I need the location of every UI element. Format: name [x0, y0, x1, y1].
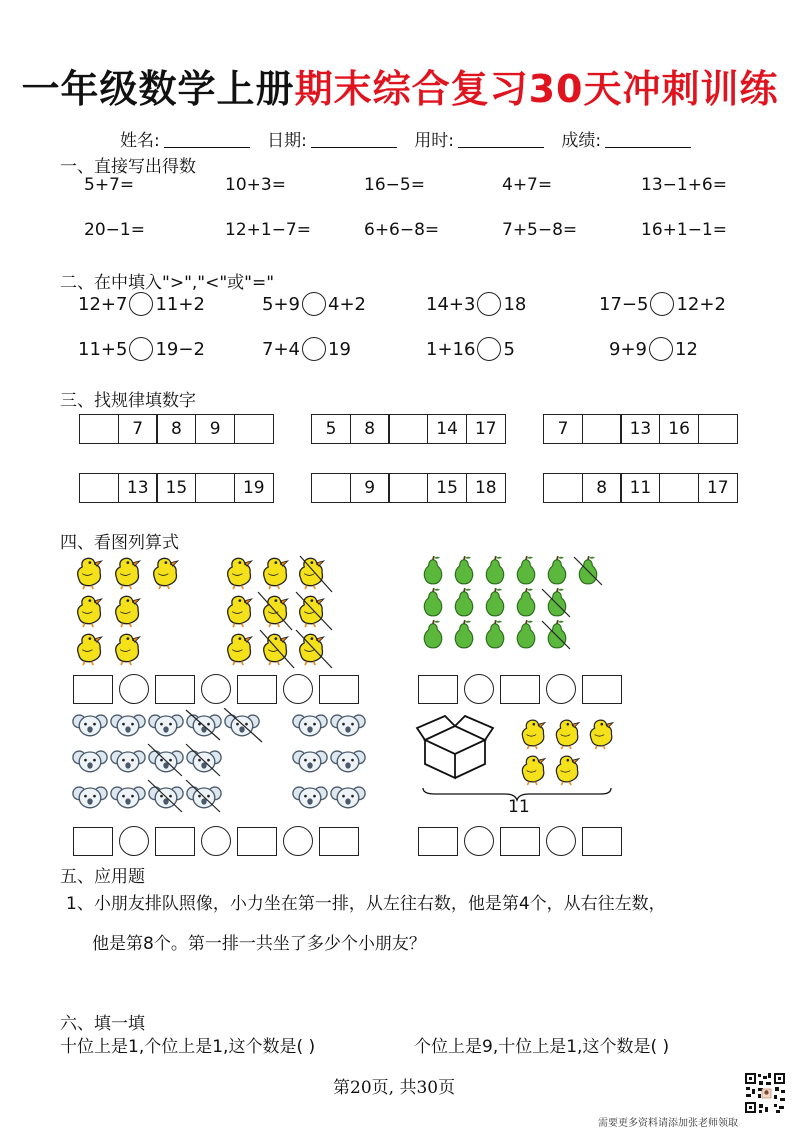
koala-icon	[111, 787, 145, 808]
pear-icon	[424, 556, 442, 584]
section5-heading: 五、应用题	[60, 867, 145, 887]
compare-item	[599, 292, 726, 316]
sequence-boxes	[79, 414, 274, 444]
answer-box[interactable]	[418, 827, 458, 856]
equation: 16+1−1=	[641, 220, 727, 240]
seq-cell[interactable]	[234, 414, 274, 444]
equation: 10+3=	[225, 175, 286, 195]
seq-cell[interactable]: 8	[156, 414, 196, 444]
pear-icon	[424, 588, 442, 616]
seq-cell[interactable]	[388, 414, 428, 444]
operator-circle[interactable]	[464, 826, 494, 856]
chick-icon	[116, 558, 140, 589]
pear-icon	[517, 556, 535, 584]
chick-icon	[264, 558, 288, 589]
section4-heading: 四、看图列算式	[60, 533, 179, 553]
koala-icon	[293, 787, 327, 808]
chick-icon	[228, 596, 252, 627]
compare-left: 12+7	[78, 293, 128, 315]
qr-caption: 需要更多资料请添加张老师领取	[598, 1118, 738, 1129]
compare-right: 19	[328, 338, 351, 360]
name-blank[interactable]	[164, 133, 250, 148]
operator-circle[interactable]	[546, 674, 576, 704]
compare-right: 5	[503, 338, 515, 360]
answer-box[interactable]	[319, 675, 359, 704]
page-number: 第20页, 共30页	[333, 1078, 456, 1098]
pear-icon	[424, 620, 442, 648]
seq-cell[interactable]: 13	[620, 414, 660, 444]
equation: 6+6−8=	[364, 220, 440, 240]
seq-cell[interactable]	[195, 473, 235, 503]
fill-question-2: 个位上是9,十位上是1,这个数是( )	[414, 1037, 670, 1057]
equation: 20−1=	[84, 220, 145, 240]
seq-cell[interactable]: 15	[156, 473, 196, 503]
compare-right: 12	[675, 338, 698, 360]
compare-right: 19−2	[155, 338, 205, 360]
chick-icon	[228, 634, 252, 665]
chick-icon	[154, 558, 178, 589]
equation: 13−1+6=	[641, 175, 727, 195]
operator-circle[interactable]	[283, 674, 313, 704]
pear-icon	[548, 620, 566, 648]
compare-right: 4+2	[328, 293, 366, 315]
date-label: 日期:	[267, 131, 307, 151]
compare-right: 11+2	[155, 293, 205, 315]
chick-icon	[556, 720, 579, 749]
koala-icon	[149, 715, 183, 736]
seq-cell[interactable]: 7	[118, 414, 158, 444]
compare-left: 14+3	[426, 293, 476, 315]
seq-cell[interactable]: 16	[659, 414, 699, 444]
pear-icon	[486, 588, 504, 616]
answer-box[interactable]	[418, 675, 458, 704]
equation: 7+5−8=	[502, 220, 578, 240]
answer-row	[418, 826, 622, 856]
compare-left: 17−5	[599, 293, 649, 315]
pears-picture	[418, 555, 608, 650]
chick-icon	[590, 720, 613, 749]
seq-cell[interactable]: 9	[195, 414, 235, 444]
title-black-part: 一年级数学上册	[21, 67, 295, 111]
seq-cell[interactable]	[388, 473, 428, 503]
sequence-boxes	[311, 473, 506, 503]
compare-item	[262, 337, 351, 361]
seq-cell[interactable]	[79, 414, 119, 444]
chick-icon	[300, 558, 324, 589]
compare-left: 9+9	[609, 338, 647, 360]
page-title	[0, 58, 800, 113]
seq-cell[interactable]: 8	[350, 414, 390, 444]
equation: 16−5=	[364, 175, 425, 195]
seq-cell[interactable]: 8	[582, 473, 622, 503]
sequence-boxes	[311, 414, 506, 444]
answer-box[interactable]	[582, 675, 622, 704]
seq-cell[interactable]: 5	[311, 414, 351, 444]
chick-icon	[300, 596, 324, 627]
compare-left: 1+16	[426, 338, 476, 360]
pear-icon	[517, 588, 535, 616]
pear-icon	[548, 588, 566, 616]
compare-right: 12+2	[676, 293, 726, 315]
compare-circle[interactable]	[649, 337, 673, 361]
pear-icon	[579, 556, 597, 584]
chick-icon	[116, 634, 140, 665]
koala-icon	[111, 715, 145, 736]
chick-icon	[556, 756, 579, 785]
time-blank[interactable]	[458, 133, 544, 148]
pear-icon	[517, 620, 535, 648]
compare-item	[426, 292, 526, 316]
seq-cell[interactable]: 7	[543, 414, 583, 444]
sequence-boxes	[543, 473, 738, 503]
box-icon	[417, 716, 493, 778]
operator-circle[interactable]	[119, 826, 149, 856]
pear-icon	[548, 556, 566, 584]
seq-cell[interactable]	[79, 473, 119, 503]
compare-item	[78, 292, 205, 316]
compare-circle[interactable]	[650, 292, 674, 316]
compare-circle[interactable]	[477, 337, 501, 361]
seq-cell[interactable]: 19	[234, 473, 274, 503]
name-label: 姓名:	[120, 131, 160, 151]
answer-row	[73, 674, 359, 704]
koala-icon	[293, 715, 327, 736]
section3-heading: 三、找规律填数字	[60, 391, 196, 411]
koala-icon	[73, 787, 107, 808]
seq-cell[interactable]: 15	[427, 473, 467, 503]
seq-cell[interactable]: 18	[466, 473, 506, 503]
time-label: 用时:	[414, 131, 455, 151]
answer-box[interactable]	[500, 827, 540, 856]
operator-circle[interactable]	[283, 826, 313, 856]
koala-icon	[73, 751, 107, 772]
seq-cell[interactable]	[659, 473, 699, 503]
word-problem-line2: 他是第8个。第一排一共坐了多少个小朋友？	[92, 934, 426, 954]
chick-icon	[228, 558, 252, 589]
operator-circle[interactable]	[201, 826, 231, 856]
pear-icon	[455, 556, 473, 584]
pear-icon	[455, 588, 473, 616]
compare-circle[interactable]	[477, 292, 501, 316]
pear-icon	[486, 620, 504, 648]
compare-item	[426, 337, 515, 361]
section1-heading: 一、直接写出得数	[60, 157, 196, 177]
seq-cell[interactable]	[582, 414, 622, 444]
seq-cell[interactable]: 13	[118, 473, 158, 503]
koala-icon	[293, 751, 327, 772]
koalas-picture	[70, 708, 370, 818]
equation: 12+1−7=	[225, 220, 311, 240]
seq-cell[interactable]	[543, 473, 583, 503]
compare-item	[609, 337, 698, 361]
chick-icon	[116, 596, 140, 627]
compare-left: 7+4	[262, 338, 300, 360]
answer-box[interactable]	[319, 827, 359, 856]
compare-circle[interactable]	[302, 292, 326, 316]
student-info-line	[120, 126, 703, 151]
compare-right: 18	[503, 293, 527, 315]
answer-row	[418, 674, 622, 704]
chick-group-left	[78, 558, 178, 665]
koala-icon	[331, 715, 365, 736]
answer-box[interactable]	[237, 827, 277, 856]
sequence-boxes	[543, 414, 738, 444]
sequence-boxes	[79, 473, 274, 503]
answer-row	[73, 826, 359, 856]
compare-circle[interactable]	[302, 337, 326, 361]
title-red-part: 期末综合复习30天冲刺训练	[294, 67, 779, 111]
koala-icon	[73, 715, 107, 736]
pear-icon	[486, 556, 504, 584]
answer-box[interactable]	[582, 827, 622, 856]
chick-icon	[78, 634, 102, 665]
pear-icon	[455, 620, 473, 648]
seq-cell[interactable]	[698, 414, 738, 444]
seq-cell[interactable]: 14	[427, 414, 467, 444]
date-blank[interactable]	[311, 133, 397, 148]
equation: 4+7=	[502, 175, 553, 195]
word-problem-line1: 1、小朋友排队照像，小力坐在第一排，从左往右数，他是第4个，从右往左数，	[66, 894, 666, 914]
seq-cell[interactable]: 9	[350, 473, 390, 503]
chick-icon	[78, 596, 102, 627]
chicks-picture	[70, 552, 340, 672]
score-label: 成绩:	[561, 131, 602, 151]
chick-icon	[522, 720, 545, 749]
equation: 5+7=	[84, 175, 135, 195]
answer-box[interactable]	[155, 675, 195, 704]
compare-item	[78, 337, 205, 361]
operator-circle[interactable]	[201, 674, 231, 704]
koala-icon	[225, 715, 259, 736]
compare-circle[interactable]	[129, 292, 153, 316]
answer-box[interactable]	[500, 675, 540, 704]
koala-icon	[331, 751, 365, 772]
answer-box[interactable]	[237, 675, 277, 704]
koala-icon	[111, 751, 145, 772]
seq-cell[interactable]: 17	[698, 473, 738, 503]
chick-icon	[522, 756, 545, 785]
fill-question-1: 十位上是1,个位上是1,这个数是( )	[60, 1037, 316, 1057]
compare-left: 11+5	[78, 338, 128, 360]
compare-circle[interactable]	[129, 337, 153, 361]
operator-circle[interactable]	[546, 826, 576, 856]
chick-icon	[300, 634, 324, 665]
seq-cell[interactable]: 17	[466, 414, 506, 444]
answer-box[interactable]	[73, 675, 113, 704]
compare-item	[262, 292, 366, 316]
seq-cell[interactable]	[311, 473, 351, 503]
compare-left: 5+9	[262, 293, 300, 315]
answer-box[interactable]	[155, 827, 195, 856]
total-label: 11	[508, 797, 530, 817]
chick-group-right	[228, 556, 332, 668]
operator-circle[interactable]	[464, 674, 494, 704]
qr-code-icon[interactable]	[744, 1072, 786, 1114]
section6-heading: 六、填一填	[60, 1014, 145, 1034]
seq-cell[interactable]: 11	[620, 473, 660, 503]
section2-heading: 二、在中填入">","<"或"="	[60, 273, 275, 293]
score-blank[interactable]	[605, 133, 691, 148]
chick-icon	[78, 558, 102, 589]
operator-circle[interactable]	[119, 674, 149, 704]
answer-box[interactable]	[73, 827, 113, 856]
koala-icon	[331, 787, 365, 808]
